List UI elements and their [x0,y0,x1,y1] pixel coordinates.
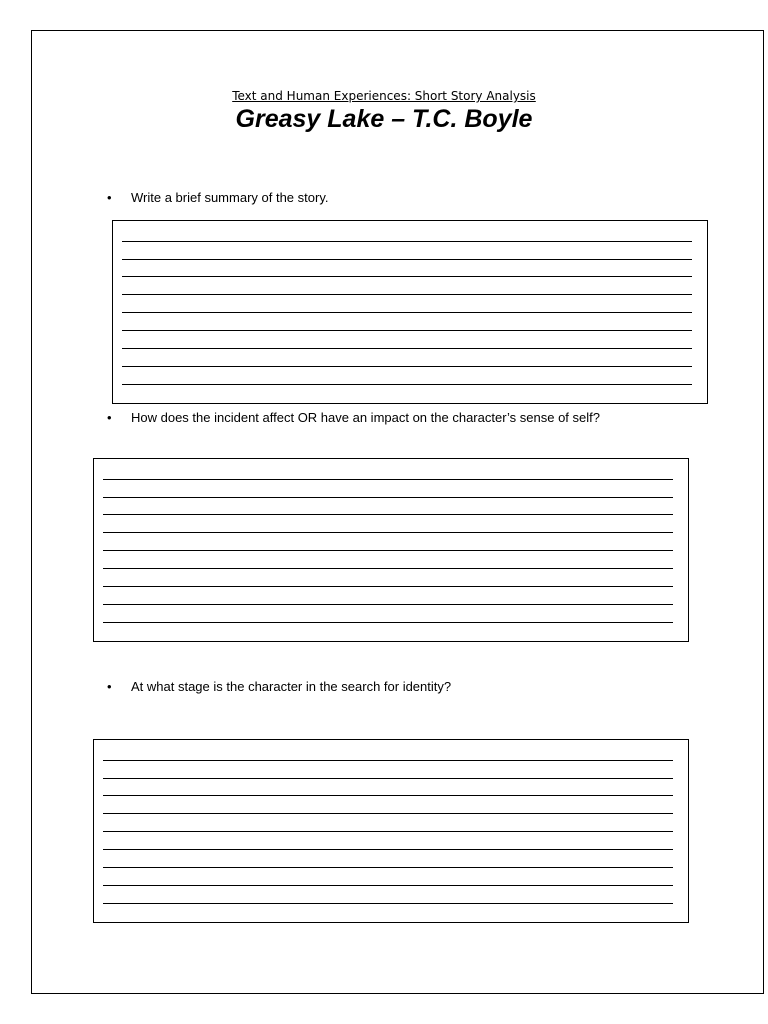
answer-line [103,514,673,515]
answer-line [103,760,673,761]
answer-line [122,294,692,295]
answer-line [103,604,673,605]
answer-line [103,550,673,551]
answer-line [103,479,673,480]
bullet-icon: • [107,679,112,694]
question-3 [107,679,451,695]
answer-line [122,259,692,260]
answer-box-3[interactable] [93,739,689,923]
answer-line [122,348,692,349]
answer-line [103,903,673,904]
answer-line [103,778,673,779]
answer-line [103,831,673,832]
answer-line [122,312,692,313]
answer-line [103,532,673,533]
answer-line [122,384,692,385]
bullet-icon: • [107,410,112,425]
answer-line [103,795,673,796]
bullet-icon: • [107,190,112,205]
answer-box-2[interactable] [93,458,689,642]
worksheet-subtitle: Text and Human Experiences: Short Story Analysis [232,89,536,103]
answer-line [103,867,673,868]
answer-line [103,813,673,814]
question-1 [107,190,328,206]
answer-line [122,241,692,242]
worksheet-title: Greasy Lake – T.C. Boyle [235,105,533,133]
answer-line [103,849,673,850]
question-3-text: At what stage is the character in the search for identity? [131,679,452,694]
answer-line [103,885,673,886]
answer-line [122,366,692,367]
answer-line [103,497,673,498]
question-2 [107,410,600,426]
question-1-text: Write a brief summary of the story. [131,190,329,205]
answer-line [122,276,692,277]
answer-line [122,330,692,331]
answer-box-1[interactable] [112,220,708,404]
answer-line [103,622,673,623]
answer-line [103,568,673,569]
question-2-text: How does the incident affect OR have an impact on the character’s sense of self? [131,410,600,425]
answer-line [103,586,673,587]
